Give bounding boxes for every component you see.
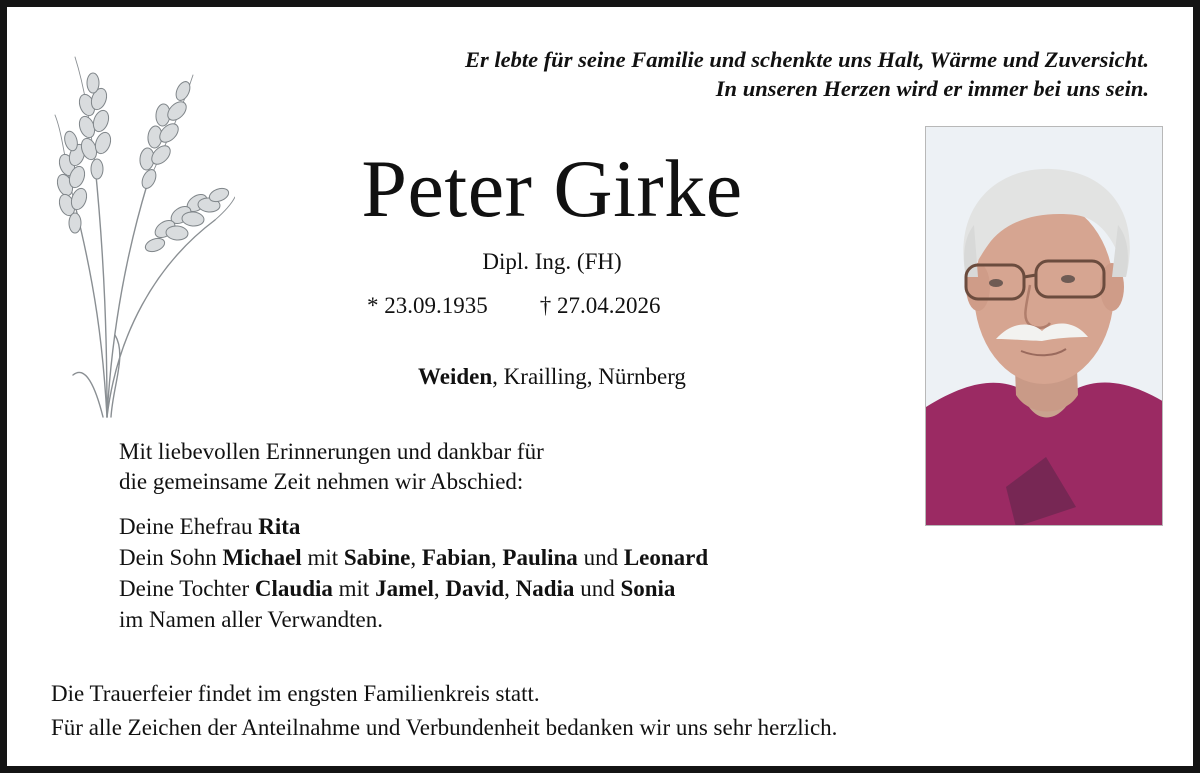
intro-line-1: Mit liebevollen Erinnerungen und dankbar für (119, 439, 544, 464)
place-main: Weiden (418, 364, 493, 389)
separator: , (433, 576, 446, 601)
son-partner-name: Sabine (343, 545, 411, 570)
places (207, 362, 897, 392)
grandchild-name: Sonia (620, 576, 676, 601)
portrait-illustration (926, 127, 1163, 526)
wife-prefix: Deine Ehefrau (119, 514, 259, 539)
relatives-line: im Namen aller Verwandten. (119, 607, 383, 632)
grandchild-name: Nadia (515, 576, 575, 601)
son-prefix: Dein Sohn (119, 545, 223, 570)
separator: und (574, 576, 621, 601)
closing-text (51, 677, 837, 745)
birth-date: * 23.09.1935 (367, 293, 488, 318)
separator: , (410, 545, 422, 570)
intro-line-2: die gemeinsame Zeit nehmen wir Abschied: (119, 469, 524, 494)
separator: , (490, 545, 503, 570)
son-mit: mit (301, 545, 344, 570)
mourners-list (119, 511, 708, 635)
daughter-mit: mit (332, 576, 376, 601)
closing-line-2: Für alle Zeichen der Anteilnahme und Verbundenheit bedanken wir uns sehr herzlich. (51, 715, 838, 740)
daughter-prefix: Deine Tochter (119, 576, 255, 601)
wife-name: Rita (258, 514, 301, 539)
son-name: Michael (222, 545, 302, 570)
grandchild-name: Fabian (421, 545, 491, 570)
daughter-partner-name: Jamel (375, 576, 434, 601)
deceased-name: Peter Girke (361, 143, 743, 234)
motto (465, 45, 1149, 103)
daughter-name: Claudia (254, 576, 333, 601)
closing-line-1: Die Trauerfeier findet im engsten Familienkreis statt. (51, 681, 540, 706)
separator: und (577, 545, 624, 570)
separator: , (504, 576, 516, 601)
motto-line-2: In unseren Herzen wird er immer bei uns sein. (715, 76, 1149, 101)
deceased-title: Dipl. Ing. (FH) (482, 249, 622, 274)
mourner-son (119, 542, 708, 573)
motto-line-1: Er lebte für seine Familie und schenkte uns Halt, Wärme und Zuversicht. (464, 47, 1149, 72)
portrait-photo (925, 126, 1163, 526)
grandchild-name: Leonard (623, 545, 709, 570)
grandchild-name: David (445, 576, 505, 601)
farewell-intro (119, 437, 544, 497)
mourner-daughter (119, 573, 708, 604)
grandchild-name: Paulina (502, 545, 578, 570)
mourner-wife (119, 511, 708, 542)
death-date: † 27.04.2026 (539, 293, 661, 318)
life-dates (367, 291, 661, 321)
places-rest: , Krailling, Nürnberg (492, 364, 686, 389)
